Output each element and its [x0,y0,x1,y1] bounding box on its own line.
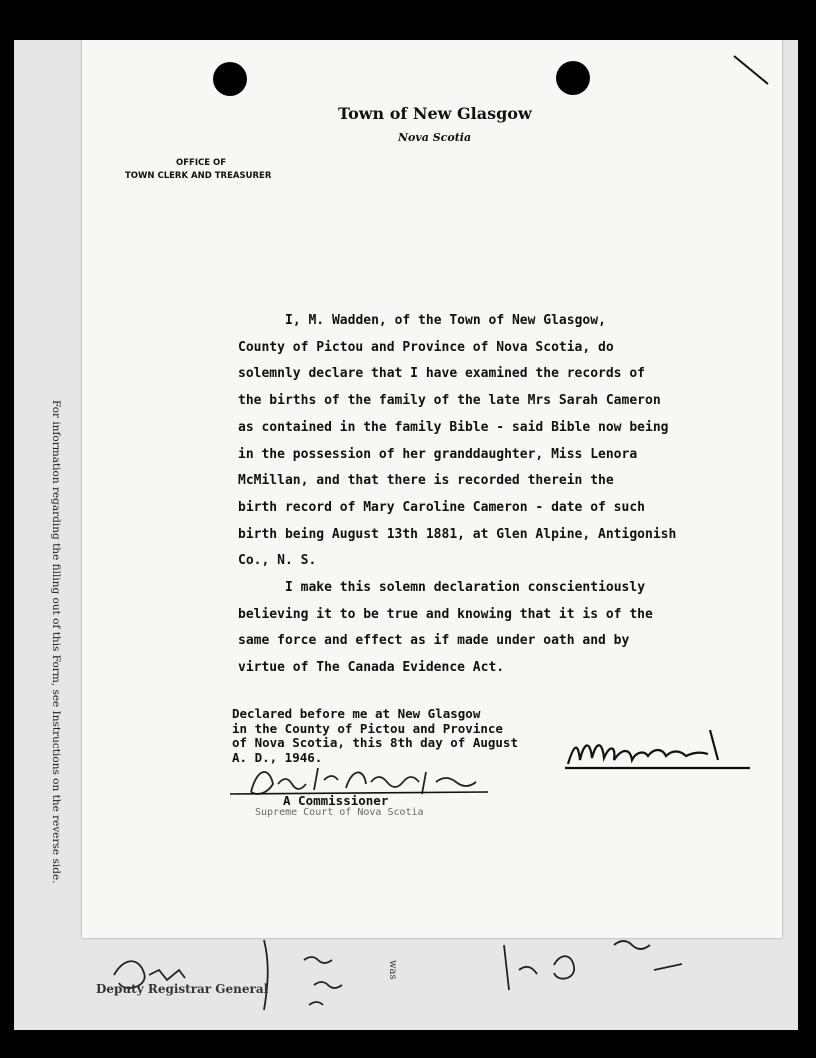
letterhead-town-title: Town of New Glasgow [338,104,532,123]
declared-before-block [232,707,518,765]
declaration-line: solemnly declare that I have examined the records of [238,366,645,382]
declaration-line: believing it to be true and knowing that it is of the [238,606,653,622]
declaration-line: I, M. Wadden, of the Town of New Glasgow, [285,313,606,328]
declaration-line: same force and effect as if made under oath and by [238,633,630,649]
punch-hole-right [556,61,590,95]
declared-line: in the County of Pictou and Province [232,720,503,736]
commissioner-title: A Commissioner [283,793,389,808]
declaration-line: as contained in the family Bible - said Bible now being [238,419,669,435]
declarant-signature [560,722,760,772]
declaration-line: I make this solemn declaration conscientiously [285,580,646,596]
declared-line: A. D., 1946. [232,749,323,765]
declared-line: Declared before me at New Glasgow [232,706,481,721]
side-instruction-note: For information regarding the filling out of this Form, see Instructions on the reverse side. [50,400,62,884]
declaration-line: birth being August 13th 1881, at Glen Alpine, Antigonish [238,526,677,542]
declaration-line: County of Pictou and Province of Nova Scotia, do [238,339,614,355]
deputy-registrar-label: Deputy Registrar General [96,982,269,996]
commissioner-court: Supreme Court of Nova Scotia [255,807,424,818]
declaration-line: in the possession of her granddaughter, Miss Lenora [238,446,638,462]
back-form-was-label: was [387,960,398,980]
office-label-line2: TOWN CLERK AND TREASURER [125,171,272,181]
declaration-line: Co., N. S. [238,553,317,569]
declaration-line: the births of the family of the late Mrs Sarah Cameron [238,393,661,409]
declaration-line: birth record of Mary Caroline Cameron - date of such [238,499,645,515]
declaration-body [238,308,698,682]
letterhead-province: Nova Scotia [398,131,472,144]
declaration-line: virtue of The Canada Evidence Act. [238,660,505,676]
corner-fold-mark [722,50,782,110]
declared-line: of Nova Scotia, this 8th day of August [232,735,518,750]
declaration-line: McMillan, and that there is recorded therein the [238,473,614,489]
punch-hole-left [213,62,247,96]
office-label-line1: OFFICE OF [176,158,227,168]
